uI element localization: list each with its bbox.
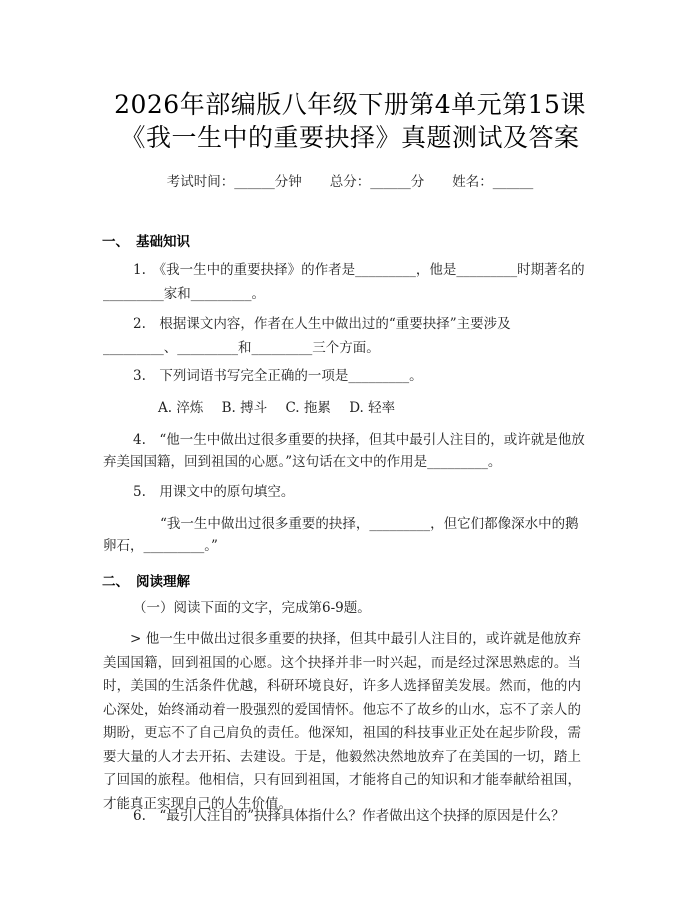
option-c: C. 拖累: [285, 400, 331, 416]
section-heading-reading: [102, 570, 190, 590]
question-5-quote-line2: 卵石，_________。”: [103, 538, 218, 554]
question-4-line1: 4. “他一生中做出过很多重要的抉择，但其中最引人注目的，或许就是他放: [133, 432, 585, 448]
question-5-line1: 5. 用课文中的原句填空。: [133, 484, 295, 500]
section-number: 一、: [102, 234, 129, 250]
question-4-line2: 弃美国国籍，回到祖国的心愿。”这句话在文中的作用是_________。: [103, 454, 502, 470]
exam-info: [0, 170, 700, 190]
question-1-line1: 1. 《我一生中的重要抉择》的作者是_________，他是_________时期著名的: [133, 262, 585, 278]
section-title: 阅读理解: [136, 574, 190, 590]
question-3-options: [158, 398, 409, 418]
document-title-line1: 2026年部编版八年级下册第4单元第15课: [114, 90, 586, 119]
document-title-line2: 《我一生中的重要抉择》真题测试及答案: [120, 123, 580, 152]
question-3-line1: 3. 下列词语书写完全正确的一项是_________。: [133, 368, 423, 384]
question-2-line1: 2. 根据课文内容，作者在人生中做出过的“重要抉择”主要涉及: [133, 316, 511, 332]
question-5-quote-line1: “我一生中做出过很多重要的抉择，_________，但它们都像深水中的鹅: [160, 516, 579, 532]
option-b: B. 搏斗: [221, 400, 268, 416]
section-title: 基础知识: [136, 234, 190, 250]
question-1-line2: _________家和_________。: [103, 286, 265, 302]
section-heading-basic: [102, 230, 190, 250]
exam-score: 总分：______分: [329, 174, 425, 190]
reading-intro: （一）阅读下面的文字，完成第6-9题。: [133, 600, 371, 616]
question-6-line1: 6. “最引人注目的”抉择具体指什么？作者做出这个抉择的原因是什么？: [133, 808, 565, 824]
exam-name: 姓名：______: [452, 174, 534, 190]
reading-passage: > 他一生中做出过很多重要的抉择，但其中最引人注目的，或许就是他放弃美国国籍，回到祖国的心愿。这个抉择并非一时兴起，而是经过深思熟虑的。当时，美国的生活条件优越，科研环境良好，许多人选择留美发展。然而，他的内心深处，始终涌动着一股强烈的爱国情怀。他忘不了故乡的山水，忘不了亲人的期盼，更忘不了自己肩负的责任。他深知，祖国的科技事业正处在起步阶段，需要大量的人才去开拓、去建设。于是，他毅然决然地放弃了在美国的一切，踏上了回国的旅程。他相信，只有回到祖国，才能将自己的知识和才能奉献给祖国，才能真正实现自己的人生价值。: [103, 631, 581, 812]
section-number: 二、: [102, 574, 129, 590]
question-2-line2: _________、_________和_________三个方面。: [103, 340, 380, 356]
option-d: D. 轻率: [349, 400, 396, 416]
exam-time: 考试时间：______分钟: [166, 174, 302, 190]
option-a: A. 淬炼: [158, 400, 204, 416]
